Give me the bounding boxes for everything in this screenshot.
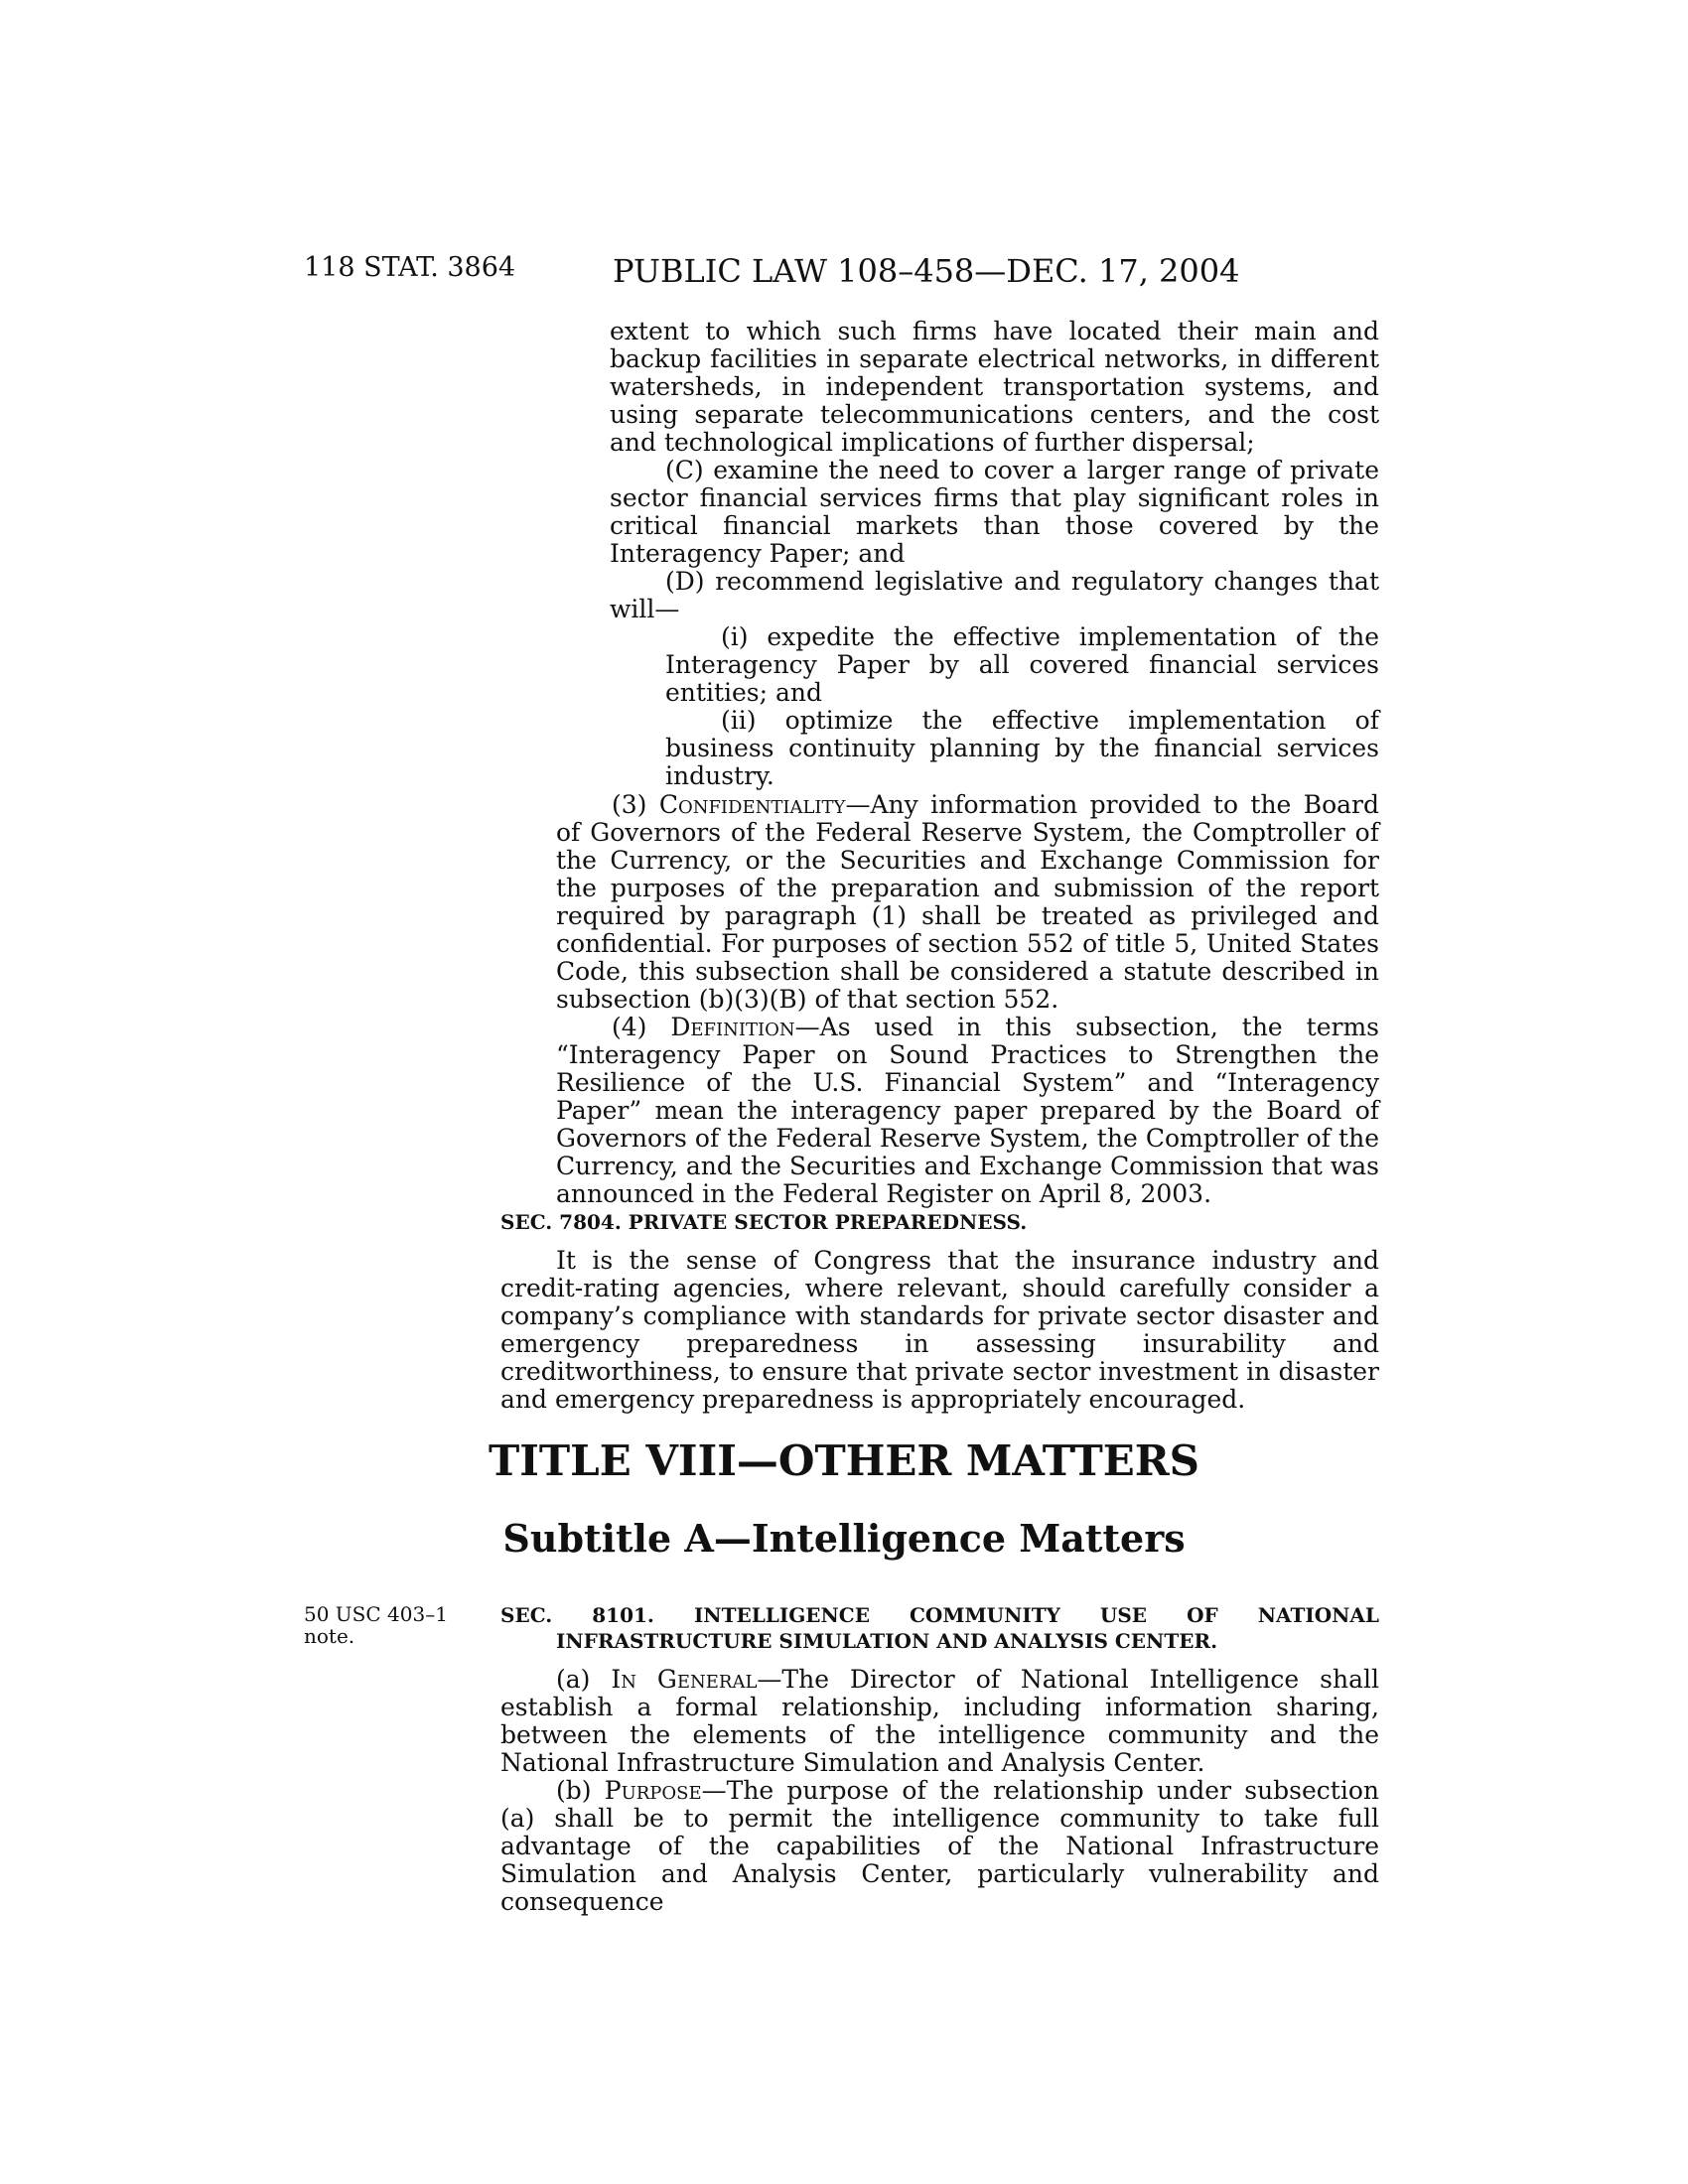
paragraph-number: (3) <box>612 790 647 819</box>
paragraph-d: (D) recommend legislative and regulatory changes that will— <box>610 567 1379 623</box>
paragraph-continuation: extent to which such firms have located their main and backup facilities in separate electrical networks, in different watersheds, in independent transportation systems, and using separate telecommunications centers, and the cost and technological implications of further dispersal; <box>610 317 1379 457</box>
subsection-a <box>500 1666 1379 1777</box>
section-text: It is the sense of Congress that the insurance industry and credit-rating agencies, where relevant, should carefully consider a company’s compliance with standards for private sector disaster and emergency preparedness in assessing insurability and creditworthiness, to ensure that private sector investment in disaster and emergency preparedness is appropriately encouraged. <box>500 1246 1379 1414</box>
subsection-text: —The Director of National Intelligence shall establish a formal relationship, including information sharing, between the elements of the intelligence community and the National Infrastructure Simulation and Analysis Center. <box>500 1665 1379 1777</box>
paragraph-definition <box>556 1014 1379 1208</box>
paragraph-c: (C) examine the need to cover a larger range of private sector financial services firms that play significant roles in critical financial markets than those covered by the Interagency Paper; and <box>610 456 1379 568</box>
page-stat-number: 118 STAT. 3864 <box>304 252 516 283</box>
paragraph-number: (4) <box>612 1013 647 1041</box>
subsection-b <box>500 1777 1379 1916</box>
paragraph-heading: Definition <box>670 1013 795 1041</box>
section-8101 <box>500 1602 1379 1916</box>
margin-note: 50 USC 403–1 note. <box>304 1602 448 1648</box>
subtitle-heading: Subtitle A—Intelligence Matters <box>502 1516 1186 1561</box>
section-heading: SEC. 7804. PRIVATE SECTOR PREPAREDNESS. <box>500 1210 1028 1234</box>
running-header: PUBLIC LAW 108–458—DEC. 17, 2004 <box>613 252 1240 290</box>
paragraph-text: —As used in this subsection, the terms “Interagency Paper on Sound Practices to Strengthen the Resilience of the U.S. Financial System” and “Interagency Paper” mean the interagency paper prepared by the Board of Governors of the Federal Reserve System, the Comptroller of the Currency, and the Securities and Exchange Commission that was announced in the Federal Register on April 8, 2003. <box>556 1013 1379 1208</box>
section-heading: SEC. 8101. INTELLIGENCE COMMUNITY USE OF NATIONAL INFRASTRUCTURE SIMULATION AND ANALYSIS CENTER. <box>500 1603 1379 1653</box>
title-heading: TITLE VIII—OTHER MATTERS <box>489 1436 1199 1485</box>
continued-list <box>610 318 1379 790</box>
subsection-heading: Purpose <box>604 1776 702 1805</box>
clause-ii: (ii) optimize the effective implementation of business continuity planning by the financial services industry. <box>665 706 1379 790</box>
paragraphs-3-4 <box>556 791 1379 1208</box>
paragraph-text: —Any information provided to the Board of Governors of the Federal Reserve System, the Comptroller of the Currency, or the Securities and Exchange Commission for the purposes of the preparation and submission of the report required by paragraph (1) shall be treated as privileged and confidential. For purposes of section 552 of title 5, United States Code, this subsection shall be considered a statute described in subsection (b)(3)(B) of that section 552. <box>556 790 1380 1014</box>
subsection-heading: In General <box>611 1665 758 1694</box>
subsection-text: —The purpose of the relationship under subsection (a) shall be to permit the intelligence community to take full advantage of the capabilities of the National Infrastructure Simulation and Analysis Center, particularly vulnerability and consequence <box>500 1776 1379 1916</box>
section-7804 <box>500 1209 1379 1414</box>
clause-i: (i) expedite the effective implementation of the Interagency Paper by all covered financial services entities; and <box>665 622 1379 707</box>
subsection-number: (a) <box>556 1665 591 1694</box>
paragraph-confidentiality <box>556 791 1379 1014</box>
paragraph-heading: Confidentiality <box>658 790 846 819</box>
subsection-number: (b) <box>556 1776 592 1805</box>
